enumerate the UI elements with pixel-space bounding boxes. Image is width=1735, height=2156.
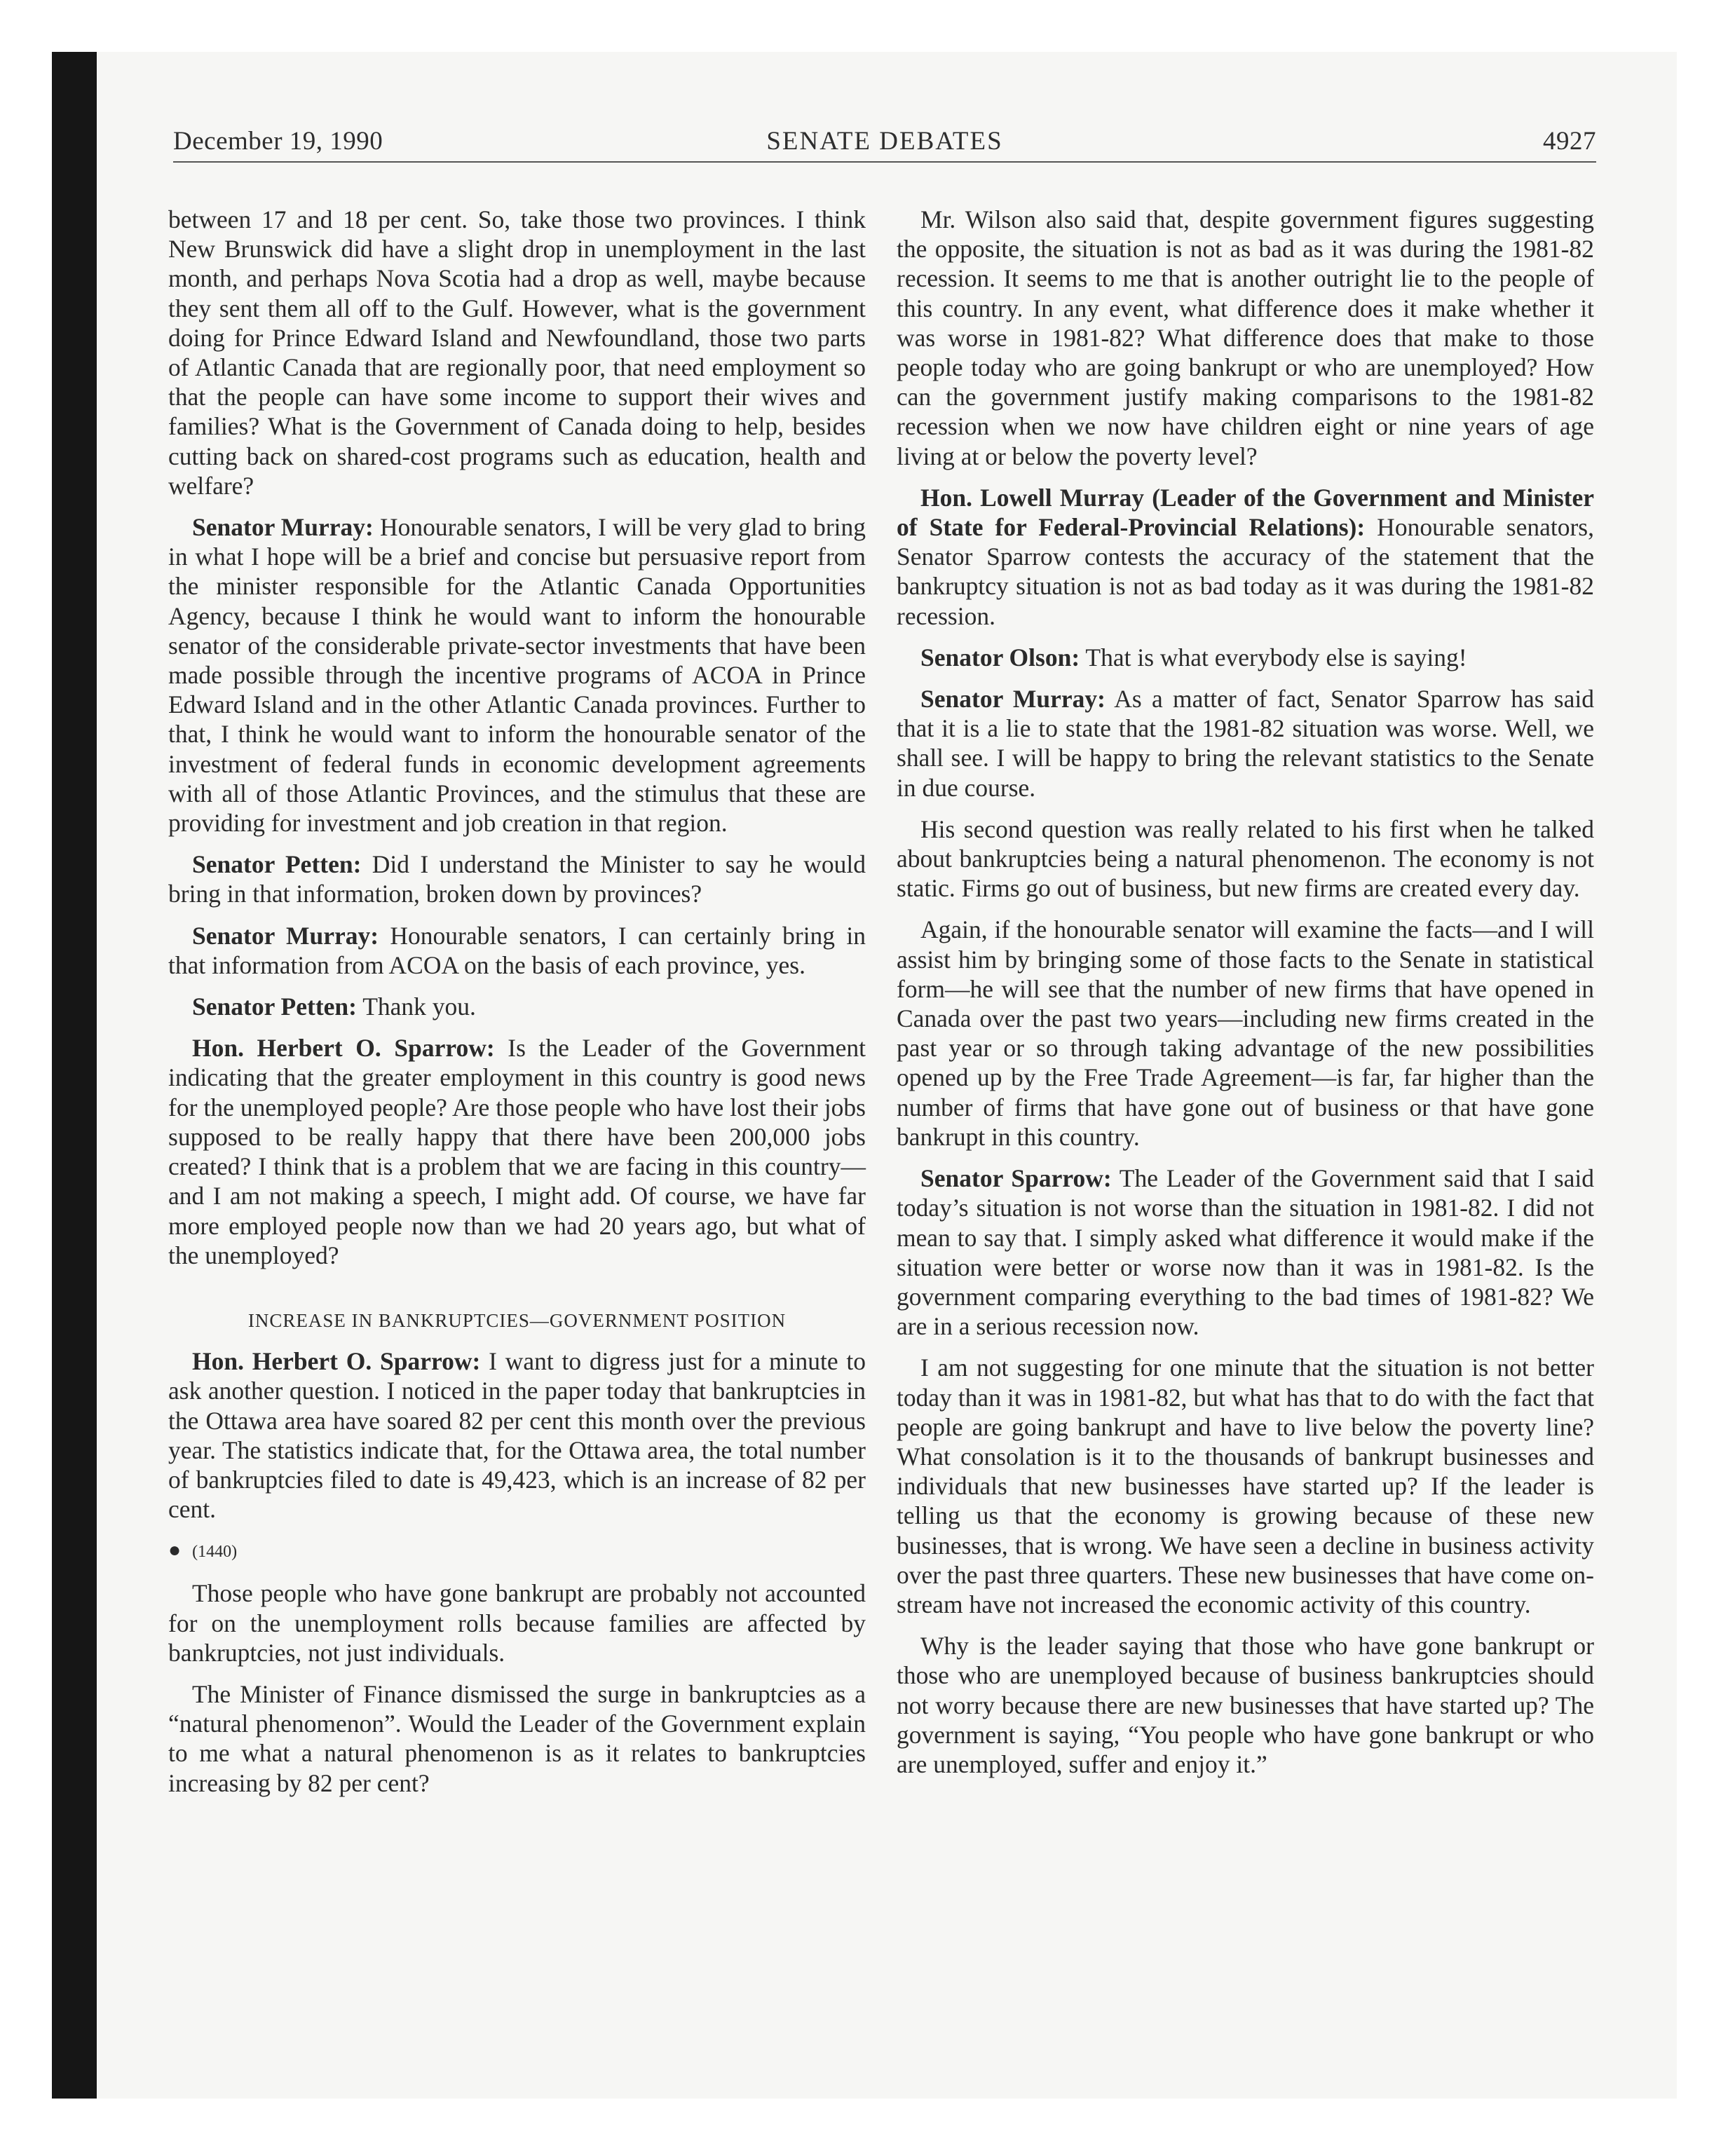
paragraph: I am not suggesting for one minute that the situation is not better today than it was in 1981-82, but what has that to do with the fact that people are going bankrupt and have to live below the poverty line? What consolation is it to the thousands of bankrupt businesses and individuals that new businesses have started up? If the leader is telling us that the economy is growing because of these new businesses, that is wrong. We have seen a decline in business activity over the past three quarters. These new businesses that have come on-stream have not increased the economic activity of this country. [897, 1353, 1594, 1618]
speech-paragraph [168, 1033, 866, 1270]
speech-paragraph [168, 512, 866, 838]
bullet-icon: ● [168, 1538, 182, 1562]
time-stamp: (1440) [192, 1543, 238, 1562]
speaker-name: Hon. Lowell Murray (Leader of the Government and Minister of State for Federal-Provincial Relations): [897, 483, 1594, 542]
speaker-name: Hon. Herbert O. Sparrow: [192, 1034, 495, 1063]
speech-paragraph [897, 643, 1594, 672]
speaker-name: Senator Murray: [192, 513, 374, 542]
speaker-name: Senator Olson: [920, 643, 1080, 671]
paragraph: Why is the leader saying that those who have gone bankrupt or those who are unemployed because of business bankruptcies should not worry because there are new businesses that have started up? The government is saying, “You people who have gone bankrupt or who are unemployed, suffer and enjoy it.” [897, 1632, 1594, 1778]
speech-text: The Leader of the Government said that I said today’s situation is not worse than the situation in 1981-82. I did not mean to say that. I simply asked what difference it would make if the situation were better or worse now than it was in 1981-82. Is the government comparing everything to the bad times of 1981-82? We are in a serious recession now. [897, 1164, 1595, 1341]
header-publication: SENATE DEBATES [766, 127, 1003, 156]
speech-text: As a matter of fact, Senator Sparrow has said that it is a lie to state that the 1981-82 situation was worse. Well, we shall see. I will be happy to bring the relevant statistics to the Senate in due course. [897, 685, 1594, 802]
time-marker [168, 1536, 866, 1567]
page-number: 4927 [1543, 127, 1596, 156]
paragraph: between 17 and 18 per cent. So, take those two provinces. I think New Brunswick did have a slight drop in unemployment in the last month, and perhaps Nova Scotia had a drop as well, maybe because they sent them all off to the Gulf. However, what is the government doing for Prince Edward Island and Newfoundland, those two parts of Atlantic Canada that are regionally poor, that need employment so that the people can have some income to support their wives and families? What is the Government of Canada doing to help, besides cutting back on shared-cost programs such as education, health and welfare? [168, 205, 866, 500]
speech-text: Honourable senators, I can certainly bring in that information from ACOA on the basis of each province, yes. [168, 921, 866, 979]
speaker-name: Senator Murray: [920, 685, 1106, 714]
left-column [168, 205, 866, 1810]
header-date: December 19, 1990 [173, 127, 383, 156]
speaker-name: Senator Petten: [192, 992, 357, 1021]
speech-text: Did I understand the Minister to say he would bring in that information, broken down by provinces? [168, 850, 866, 908]
speech-text: Honourable senators, I will be very glad to bring in what I hope will be a brief and concise but persuasive report from the minister responsible for the Atlantic Canada Opportunities Agency, because I think he would want to inform the honourable senator of the considerable private-sector investments that have been made possible through the incentive programs of ACOA in Prince Edward Island and in the other Atlantic Canada provinces. Further to that, I think he would want to inform the honourable senator of the investment of federal funds in economic development agreements with all of those Atlantic Provinces, and the stimulus that these are providing for investment and job creation in that region. [168, 513, 866, 838]
speaker-name: Hon. Herbert O. Sparrow: [192, 1347, 481, 1376]
speech-paragraph [168, 921, 866, 980]
speech-text: I want to digress just for a minute to ask another question. I noticed in the paper today that bankruptcies in the Ottawa area have soared 82 per cent this month over the previous year. The statistics indicate that, for the Ottawa area, the total number of bankruptcies filed to date is 49,423, which is an increase of 82 per cent. [168, 1347, 866, 1524]
paragraph: Again, if the honourable senator will examine the facts—and I will assist him by bringing some of those facts to the Senate in statistical form—he will see that the number of new firms that have opened in Canada over the past two years—including new firms created in the past year or so through taking advantage of the new possibilities opened up by the Free Trade Agreement—is far, far higher than the number of firms that have gone out of business or that have gone bankrupt in this country. [897, 915, 1594, 1151]
speech-paragraph [168, 992, 866, 1021]
speaker-name: Senator Murray: [192, 921, 379, 950]
speech-paragraph [897, 1164, 1594, 1341]
paragraph: Mr. Wilson also said that, despite government figures suggesting the opposite, the situation is not as bad as it was during the 1981-82 recession. It seems to me that is another outright lie to the people of this country. In any event, what difference does it make whether it was worse in 1981-82? What difference does that make to those people today who are going bankrupt or who are unemployed? How can the government justify making comparisons to the 1981-82 recession when we now have children eight or nine years of age living at or below the poverty level? [897, 205, 1594, 470]
speech-text: Thank you. [356, 992, 476, 1021]
paragraph: Those people who have gone bankrupt are probably not accounted for on the unemployment rolls because families are affected by bankruptcies, not just individuals. [168, 1579, 866, 1667]
header-rule [173, 161, 1596, 163]
speech-text: Honourable senators, Senator Sparrow contests the accuracy of the statement that the bankruptcy situation is not as bad today as it was during the 1981-82 recession. [897, 513, 1594, 630]
speech-paragraph [897, 483, 1594, 631]
speaker-name: Senator Sparrow: [920, 1164, 1112, 1193]
speech-paragraph [168, 850, 866, 908]
speech-text: Is the Leader of the Government indicating that the greater employment in this country is good news for the unemployed people? Are those people who have lost their jobs supposed to be really happy that there have been 200,000 jobs created? I think that is a problem that we are facing in this country—and I am not making a speech, I might add. Of course, we have far more employed people now than we had 20 years ago, but what of the unemployed? [168, 1034, 866, 1269]
speech-paragraph [168, 1346, 866, 1524]
running-head [173, 123, 1596, 159]
paragraph: The Minister of Finance dismissed the surge in bankruptcies as a “natural phenomenon”. Would the Leader of the Government explain to me what a natural phenomenon is as it relates to bankruptcies increasing by 82 per cent? [168, 1679, 866, 1797]
section-heading: INCREASE IN BANKRUPTCIES—GOVERNMENT POSITION [247, 1309, 787, 1331]
speech-text: That is what everybody else is saying! [1080, 643, 1467, 671]
scan-edge-shadow [52, 52, 97, 2099]
paragraph: His second question was really related to his first when he talked about bankruptcies being a natural phenomenon. The economy is not static. Firms go out of business, but new firms are created every day. [897, 814, 1594, 903]
speech-paragraph [897, 684, 1594, 803]
right-column [897, 205, 1594, 1791]
speaker-name: Senator Petten: [192, 850, 362, 879]
